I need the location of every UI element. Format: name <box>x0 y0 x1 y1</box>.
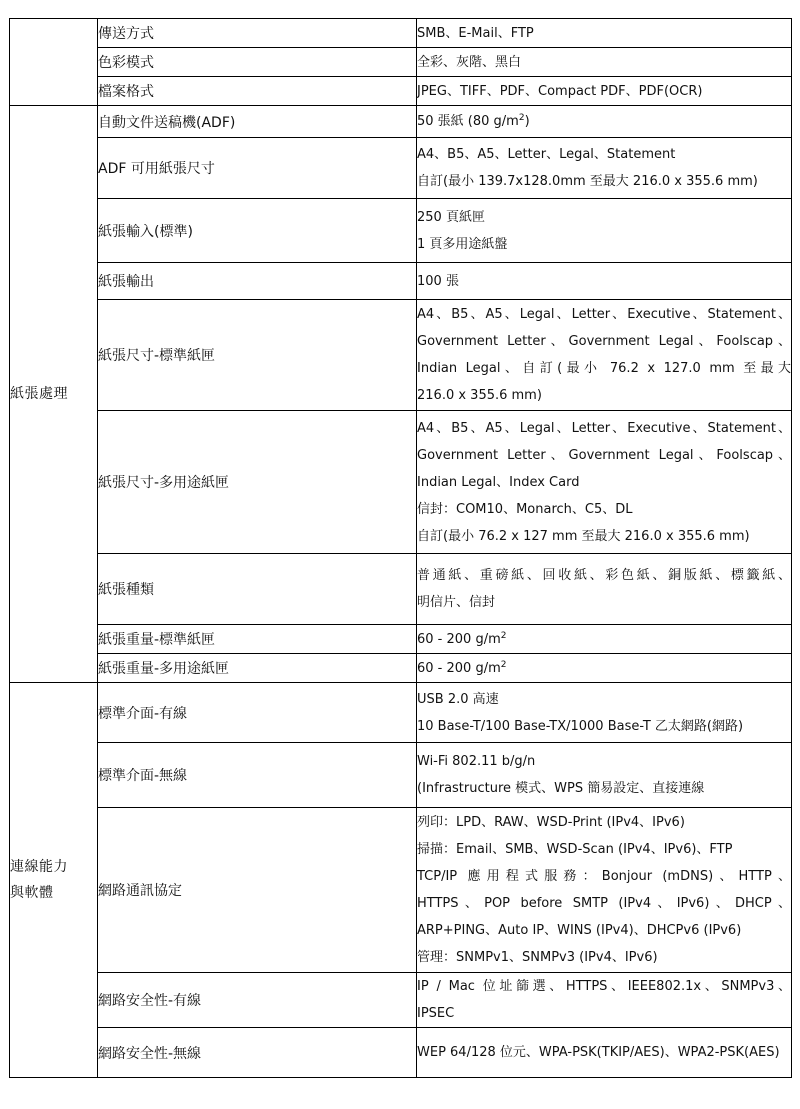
table-row <box>10 48 792 77</box>
value-line: IP / Mac 位址篩選、HTTPS、IEEE802.1x、SNMPv3、 <box>417 979 791 994</box>
category-paper-handling: 紙張處理 <box>10 106 98 683</box>
item-label: 紙張輸出 <box>98 263 417 300</box>
table-row <box>10 199 792 263</box>
value-line: 250 頁紙匣 <box>417 209 485 225</box>
value-line: USB 2.0 高速 <box>417 691 499 707</box>
value-line: SMB、E-Mail、FTP <box>417 25 534 41</box>
value-line: HTTPS、POP before SMTP (IPv4、IPv6)、DHCP、 <box>417 896 791 911</box>
category-connectivity-software <box>10 683 98 1078</box>
table-row <box>10 300 792 411</box>
table-row <box>10 138 792 199</box>
value-line: 明信片、信封 <box>417 595 496 610</box>
value-line <box>417 626 791 653</box>
category-cell-empty <box>10 19 98 106</box>
item-label: 自動文件送稿機(ADF) <box>98 106 417 138</box>
item-label: 紙張尺寸-標準紙匣 <box>98 300 417 411</box>
value-line: (Infrastructure 模式、WPS 簡易設定、直接連線 <box>417 781 705 796</box>
item-label: 紙張輸入(標準) <box>98 199 417 263</box>
value-line: A4、B5、A5、Legal、Letter、Executive、Statement、 <box>417 420 791 436</box>
item-value <box>417 683 792 743</box>
table-row <box>10 411 792 554</box>
item-label: 網路安全性-有線 <box>98 973 417 1028</box>
table-row <box>10 263 792 300</box>
table-row <box>10 106 792 138</box>
value-superscript: 2 <box>518 113 525 123</box>
item-value <box>417 625 792 654</box>
value-line: Government Letter、Government Legal、Foolscap、 <box>417 334 791 349</box>
table-row <box>10 743 792 808</box>
value-line: 216.0 x 355.6 mm) <box>417 388 542 403</box>
value-line: A4、B5、A5、Letter、Legal、Statement <box>417 147 676 162</box>
item-label: 紙張種類 <box>98 554 417 625</box>
value-superscript: 2 <box>500 630 507 641</box>
value-line: Indian Legal、Index Card <box>417 474 580 490</box>
value-text: ) <box>524 114 530 129</box>
value-line: Government Letter、Government Legal、Foolscap、 <box>417 447 791 463</box>
table-row <box>10 554 792 625</box>
value-line: IPSEC <box>417 1006 455 1021</box>
value-line: 10 Base-T/100 Base-TX/1000 Base-T 乙太網路(網路) <box>417 718 744 734</box>
table-row <box>10 1028 792 1078</box>
value-line <box>417 108 791 135</box>
table-row <box>10 625 792 654</box>
value-line: 1 頁多用途紙盤 <box>417 236 508 252</box>
table-row <box>10 19 792 48</box>
value-line: 掃描：Email、SMB、WSD-Scan (IPv4、IPv6)、FTP <box>417 842 733 857</box>
category-line: 連線能力 <box>10 859 68 875</box>
item-value <box>417 19 792 48</box>
value-line: 自訂(最小 76.2 x 127 mm 至最大 216.0 x 355.6 mm) <box>417 528 750 544</box>
item-value <box>417 973 792 1028</box>
item-value <box>417 808 792 973</box>
item-value <box>417 411 792 554</box>
item-label: 檔案格式 <box>98 77 417 106</box>
table-row <box>10 654 792 683</box>
value-line: 普通紙、重磅紙、回收紙、彩色紙、銅版紙、標籤紙、 <box>417 568 791 583</box>
value-text: 60 - 200 g/m <box>417 631 501 647</box>
category-line: 與軟體 <box>10 885 54 901</box>
item-value <box>417 1028 792 1078</box>
value-line: 自訂(最小 139.7x128.0mm 至最大 216.0 x 355.6 mm) <box>417 174 758 189</box>
item-value <box>417 77 792 106</box>
value-superscript: 2 <box>500 659 507 670</box>
item-label: 標準介面-無線 <box>98 743 417 808</box>
item-label: 紙張尺寸-多用途紙匣 <box>98 411 417 554</box>
item-label: 色彩模式 <box>98 48 417 77</box>
table-row <box>10 77 792 106</box>
spec-table <box>9 18 792 1078</box>
item-value <box>417 199 792 263</box>
value-line: JPEG、TIFF、PDF、Compact PDF、PDF(OCR) <box>417 83 703 99</box>
item-value <box>417 554 792 625</box>
item-value <box>417 48 792 77</box>
value-text: 50 張紙 (80 g/m <box>417 114 519 129</box>
value-line: TCP/IP 應用程式服務：Bonjour (mDNS)、HTTP、 <box>417 869 791 884</box>
item-value <box>417 263 792 300</box>
item-label: 網路安全性-無線 <box>98 1028 417 1078</box>
value-text: 60 - 200 g/m <box>417 660 501 676</box>
table-row <box>10 808 792 973</box>
item-value <box>417 106 792 138</box>
item-label: 傳送方式 <box>98 19 417 48</box>
item-value <box>417 138 792 199</box>
value-line: Wi-Fi 802.11 b/g/n <box>417 754 536 769</box>
item-value <box>417 743 792 808</box>
value-line <box>417 655 791 682</box>
value-line: 列印：LPD、RAW、WSD-Print (IPv4、IPv6) <box>417 815 685 830</box>
value-line: A4、B5、A5、Legal、Letter、Executive、Statement、 <box>417 307 791 322</box>
value-line: 管理：SNMPv1、SNMPv3 (IPv4、IPv6) <box>417 950 658 965</box>
item-label: 紙張重量-標準紙匣 <box>98 625 417 654</box>
item-value <box>417 300 792 411</box>
value-line: 信封：COM10、Monarch、C5、DL <box>417 501 633 517</box>
value-line: ARP+PING、Auto IP、WINS (IPv4)、DHCPv6 (IPv6) <box>417 923 742 938</box>
item-label: ADF 可用紙張尺寸 <box>98 138 417 199</box>
table-row <box>10 973 792 1028</box>
item-value <box>417 654 792 683</box>
value-line: 全彩、灰階、黑白 <box>417 54 522 70</box>
item-label: 網路通訊協定 <box>98 808 417 973</box>
item-label: 標準介面-有線 <box>98 683 417 743</box>
value-line: WEP 64/128 位元、WPA-PSK(TKIP/AES)、WPA2-PSK(AES) <box>417 1045 780 1060</box>
item-label: 紙張重量-多用途紙匣 <box>98 654 417 683</box>
value-line: 100 張 <box>417 273 459 289</box>
value-line: Indian Legal、自訂(最小 76.2 x 127.0 mm 至最大 <box>417 361 791 376</box>
table-row <box>10 683 792 743</box>
